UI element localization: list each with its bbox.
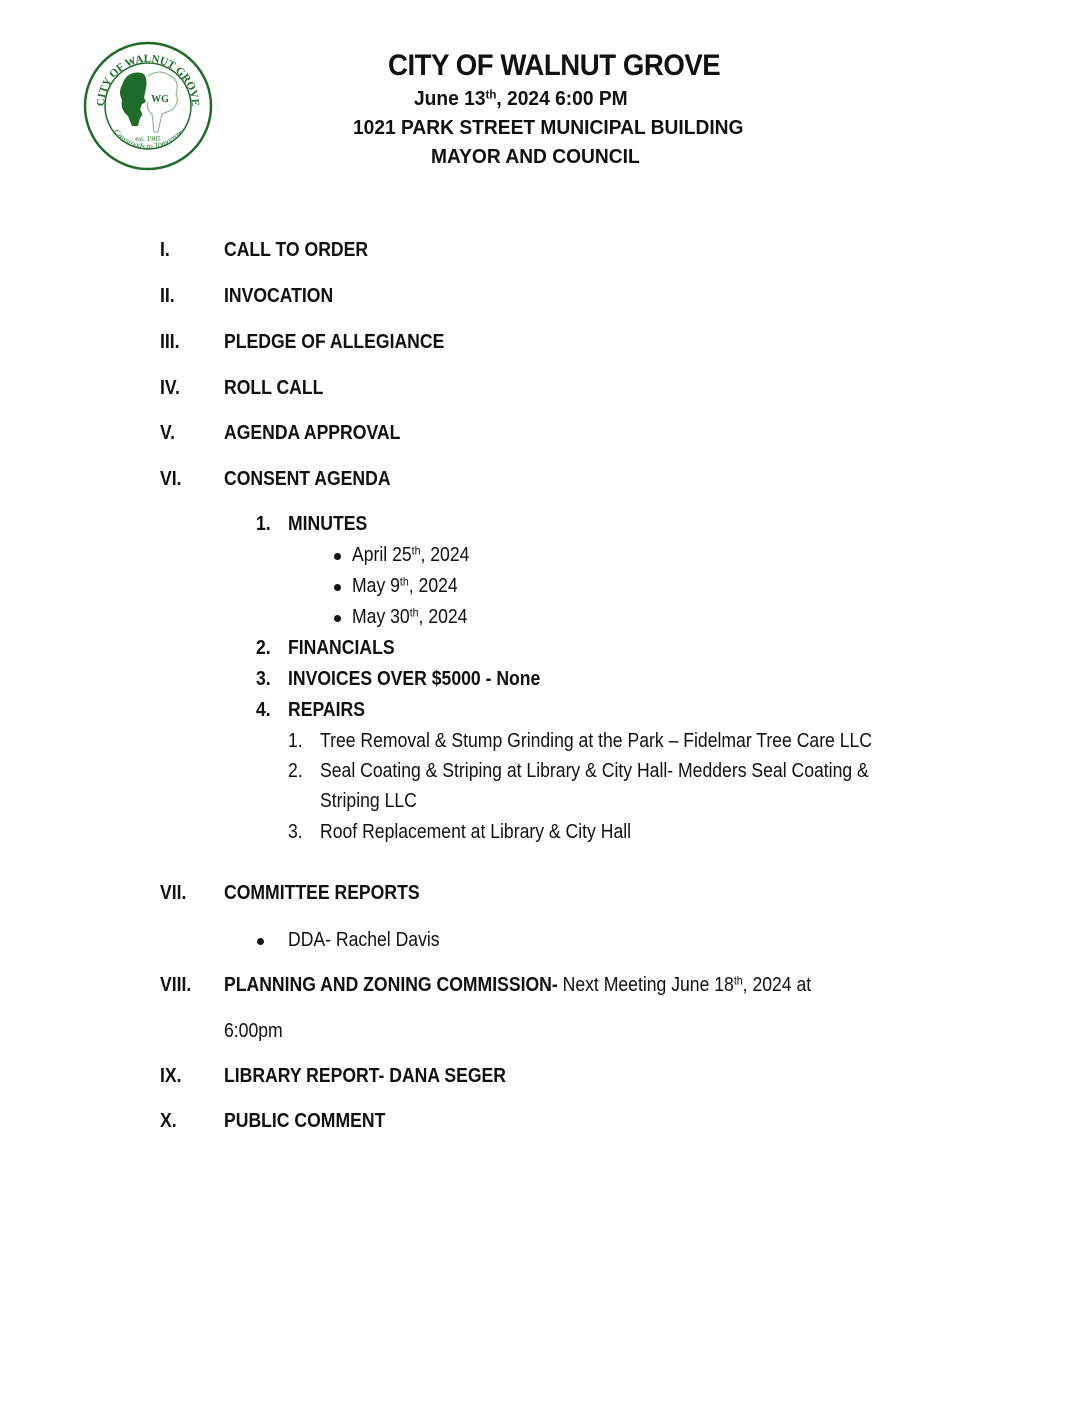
minutes-date-year: , 2024: [420, 544, 470, 566]
planning-title: PLANNING AND ZONING COMMISSION-: [224, 974, 558, 996]
repair-num: 2.: [288, 760, 303, 782]
date-suffix: , 2024 6:00 PM: [496, 88, 628, 110]
consent-num: 1.: [256, 513, 271, 535]
committee-report: DDA- Rachel Davis: [288, 929, 440, 951]
minutes-date-sup: th: [409, 605, 419, 620]
minutes-date-main: May 30: [352, 606, 410, 628]
consent-label: FINANCIALS: [288, 637, 395, 659]
date-sup: th: [485, 87, 497, 102]
consent-num: 3.: [256, 668, 271, 690]
minutes-date-sup: th: [411, 543, 421, 558]
agenda-title-planning: [224, 974, 811, 997]
repair-num: 3.: [288, 821, 303, 843]
repair-num: 1.: [288, 730, 303, 752]
repair-text: Tree Removal & Stump Grinding at the Park – Fidelmar Tree Care LLC: [320, 730, 873, 752]
agenda-num: X.: [160, 1110, 177, 1132]
city-name-heading: CITY OF WALNUT GROVE: [388, 49, 721, 82]
planning-detail-suffix: , 2024 at: [742, 974, 812, 996]
repair-text: Seal Coating & Striping at Library & City Hall- Medders Seal Coating &: [320, 760, 869, 782]
svg-text:est. 1905: est. 1905: [135, 135, 161, 143]
svg-text:WG: WG: [151, 94, 169, 105]
repair-text-cont: Striping LLC: [320, 790, 417, 812]
svg-text:Crossroads to Tomorrow: Crossroads to Tomorrow: [111, 127, 185, 151]
consent-label: MINUTES: [288, 513, 368, 535]
planning-detail: Next Meeting June 18: [557, 974, 734, 996]
agenda-num: IX.: [160, 1065, 182, 1087]
bullet-icon: [334, 615, 341, 622]
agenda-title: CONSENT AGENDA: [224, 468, 391, 490]
minutes-date: [352, 544, 469, 567]
agenda-title: LIBRARY REPORT- DANA SEGER: [224, 1065, 506, 1087]
minutes-date-year: , 2024: [418, 606, 468, 628]
meeting-date: [414, 88, 628, 111]
planning-detail-sup: th: [733, 973, 743, 988]
agenda-num: I.: [160, 239, 170, 261]
agenda-num: IV.: [160, 377, 180, 399]
minutes-date-main: May 9: [352, 575, 400, 597]
agenda-title: INVOCATION: [224, 285, 334, 307]
meeting-body: MAYOR AND COUNCIL: [431, 146, 640, 168]
consent-label: INVOICES OVER $5000 - None: [288, 668, 541, 690]
agenda-title: AGENDA APPROVAL: [224, 422, 401, 444]
minutes-date-year: , 2024: [408, 575, 458, 597]
minutes-date: [352, 606, 467, 629]
agenda-num: III.: [160, 331, 180, 353]
minutes-date-sup: th: [399, 574, 409, 589]
agenda-num: VII.: [160, 882, 187, 904]
agenda-title: ROLL CALL: [224, 377, 324, 399]
minutes-date-main: April 25: [352, 544, 412, 566]
agenda-num: VIII.: [160, 974, 192, 996]
agenda-title: PUBLIC COMMENT: [224, 1110, 386, 1132]
agenda-title: CALL TO ORDER: [224, 239, 369, 261]
agenda-num: V.: [160, 422, 176, 444]
consent-num: 2.: [256, 637, 271, 659]
agenda-title: COMMITTEE REPORTS: [224, 882, 420, 904]
repair-text: Roof Replacement at Library & City Hall: [320, 821, 632, 843]
city-seal-logo: [82, 40, 214, 172]
bullet-icon: [257, 938, 264, 945]
meeting-location: 1021 PARK STREET MUNICIPAL BUILDING: [353, 117, 744, 139]
agenda-num: VI.: [160, 468, 182, 490]
svg-text:CITY OF WALNUT GROVE: CITY OF WALNUT GROVE: [94, 52, 202, 107]
bullet-icon: [334, 553, 341, 560]
agenda-num: II.: [160, 285, 175, 307]
agenda-title: PLEDGE OF ALLEGIANCE: [224, 331, 445, 353]
consent-num: 4.: [256, 699, 271, 721]
planning-detail-line2: 6:00pm: [224, 1020, 283, 1042]
bullet-icon: [334, 584, 341, 591]
minutes-date: [352, 575, 458, 598]
date-prefix: June 13: [414, 88, 486, 110]
consent-label: REPAIRS: [288, 699, 365, 721]
